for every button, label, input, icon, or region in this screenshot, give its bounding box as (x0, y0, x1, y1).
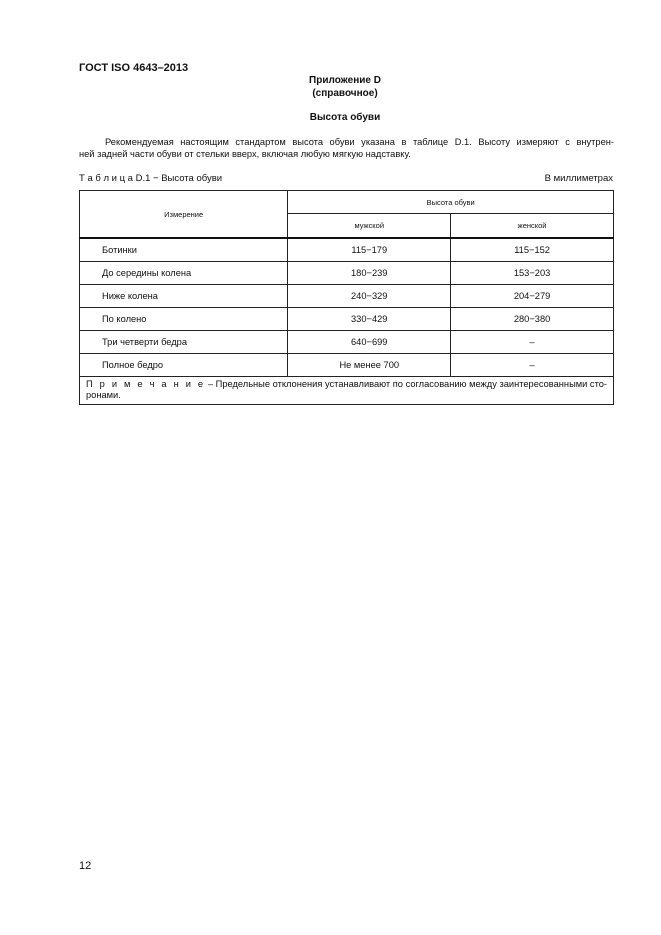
table-row (80, 285, 614, 308)
intro-paragraph (79, 137, 614, 160)
intro-line-2: ней задней части обуви от стельки вверх, включая любую мягкую надставку. (79, 148, 411, 159)
shoe-height-table (79, 190, 614, 405)
header-shoe-height: Высота обуви (288, 191, 614, 214)
row-measure-name: Полное бедро (80, 354, 288, 377)
table-caption: Т а б л и ц а D.1 − Высота обуви (79, 173, 223, 184)
row-male-value: 240−329 (288, 285, 451, 308)
note-label: П р и м е ч а н и е (86, 379, 206, 389)
row-female-value: 115−152 (451, 238, 614, 262)
page-number: 12 (79, 860, 92, 872)
table-row (80, 308, 614, 331)
row-measure-name: Ниже колена (80, 285, 288, 308)
row-female-value: 280−380 (451, 308, 614, 331)
header-male: мужской (288, 214, 451, 238)
table-row (80, 354, 614, 377)
row-measure-name: Три четверти бедра (80, 331, 288, 354)
table-units: В миллиметрах (544, 173, 613, 184)
table-row (80, 262, 614, 285)
row-measure-name: Ботинки (80, 238, 288, 262)
header-measure: Измерение (80, 191, 288, 239)
header-female: женской (451, 214, 614, 238)
note-text: – Предельные отклонения устанавливают по согласованию между заинтересованными сто-ронами. (86, 379, 607, 400)
table-row (80, 331, 614, 354)
table-row (80, 238, 614, 262)
row-male-value: 330−429 (288, 308, 451, 331)
table-note (80, 377, 614, 405)
table-note-row (80, 377, 614, 405)
annex-subtitle: (справочное) (312, 88, 378, 99)
intro-line-1: Рекомендуемая настоящим стандартом высота обуви указана в таблице D.1. Высоту измеряют с внутрен- (105, 137, 614, 147)
document-code: ГОСТ ISO 4643–2013 (79, 62, 189, 74)
row-male-value: 115−179 (288, 238, 451, 262)
row-female-value: 153−203 (451, 262, 614, 285)
row-male-value: 640−699 (288, 331, 451, 354)
row-female-value: – (451, 354, 614, 377)
row-male-value: Не менее 700 (288, 354, 451, 377)
annex-title: Приложение D (309, 75, 381, 86)
table-header (80, 191, 614, 239)
row-female-value: 204−279 (451, 285, 614, 308)
row-measure-name: По колено (80, 308, 288, 331)
section-title: Высота обуви (309, 112, 381, 123)
row-female-value: – (451, 331, 614, 354)
row-male-value: 180−239 (288, 262, 451, 285)
row-measure-name: До середины колена (80, 262, 288, 285)
